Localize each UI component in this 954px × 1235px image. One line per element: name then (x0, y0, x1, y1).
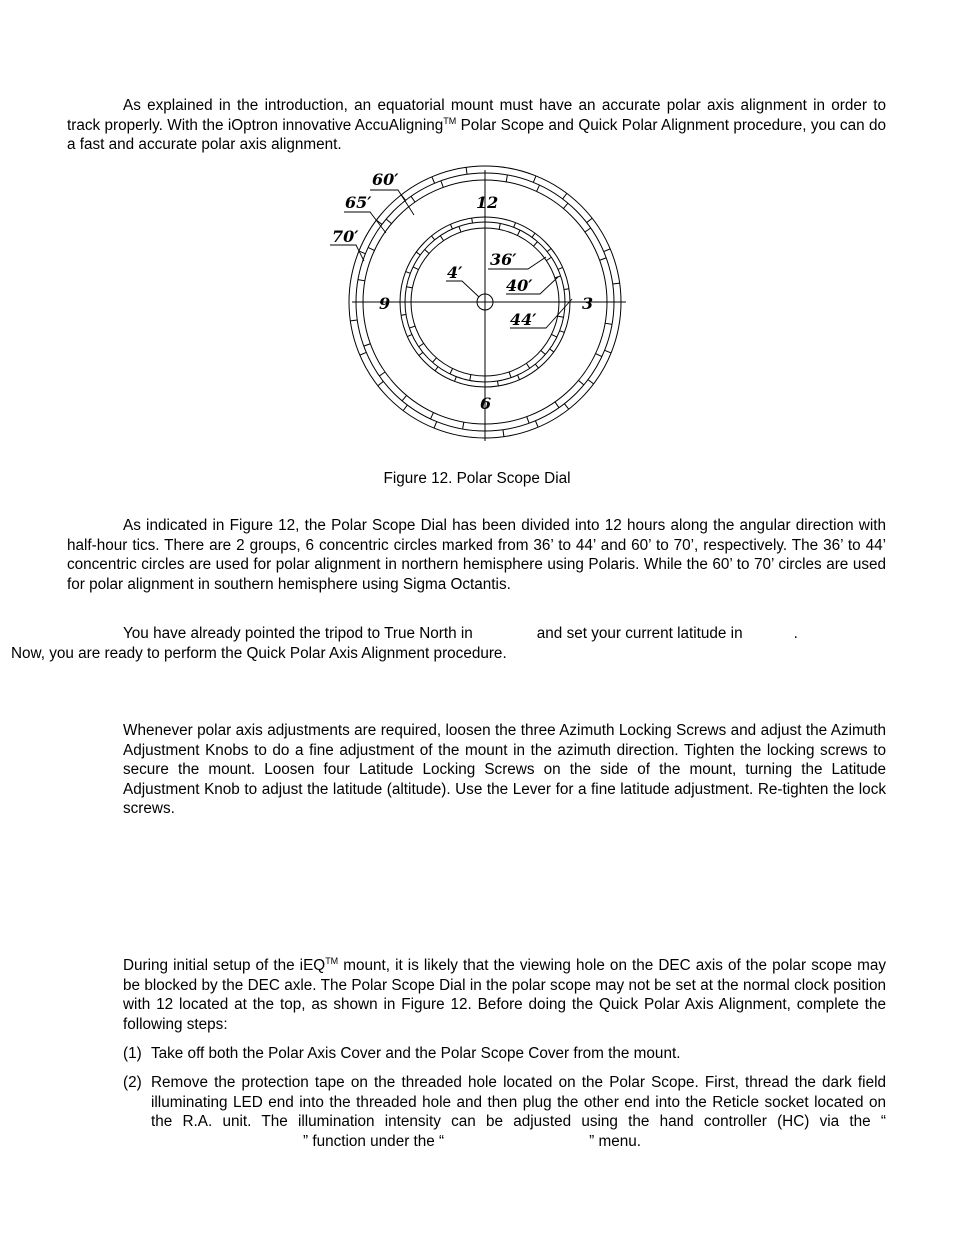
outer-tick (537, 185, 540, 191)
outer-tick (360, 352, 366, 355)
outer-tick (506, 175, 507, 182)
inner-tick (413, 267, 418, 270)
list-item (123, 1044, 886, 1064)
label-65: 65′ (345, 193, 372, 212)
inner-tick (534, 242, 538, 247)
inner-tick (517, 230, 520, 235)
list-number: (2) (123, 1074, 142, 1091)
inner-tick (560, 331, 565, 333)
inner-tick (541, 351, 546, 355)
inner-tick (558, 316, 564, 317)
inner-tick (433, 358, 437, 363)
outer-tick (350, 320, 357, 321)
label-6: 6 (480, 394, 492, 413)
inner-tick (535, 364, 538, 368)
outer-tick (596, 354, 602, 357)
outer-tick (563, 193, 567, 199)
inner-tick (470, 375, 471, 381)
outer-tick (588, 380, 594, 384)
outer-tick (600, 258, 607, 260)
dial-description-paragraph: As indicated in Figure 12, the Polar Scope Dial has been divided into 12 hours along the angular direction with half-hour tics. There are 2 groups, 6 concentric circles marked from 36’ to 44’ and 60’ to 70’, respectively. The 36’ to 44’ concentric circles are used for polar alignment in northern hemisphere using Polaris. While the 60’ to 70’ circles are used for polar alignment in southern hemisphere using Sigma Octantis. (67, 517, 886, 593)
outer-tick (364, 344, 371, 346)
outer-tick (555, 402, 559, 408)
inner-tick (526, 363, 529, 368)
inner-tick (406, 287, 412, 288)
inner-tick (459, 226, 461, 232)
inner-tick (450, 224, 452, 229)
outer-tick (434, 422, 437, 428)
inner-tick (440, 236, 443, 241)
ready-paragraph: You have already pointed the tripod to True North in and set your current latitude in . Now, you are ready to perform the Quick Polar Axis Alignment procedure. (11, 625, 798, 662)
outer-tick (527, 417, 529, 424)
outer-tick (535, 421, 538, 427)
outer-tick (378, 381, 384, 385)
outer-tick (386, 219, 391, 223)
inner-tick (416, 252, 420, 255)
outer-tick (605, 350, 611, 353)
inner-tick (564, 289, 569, 290)
inner-tick (401, 315, 406, 316)
inner-tick (546, 257, 551, 260)
inner-tick (406, 272, 411, 274)
outer-tick (466, 167, 467, 174)
outer-tick (587, 218, 593, 222)
inner-tick (499, 223, 500, 229)
leader-70 (330, 245, 364, 261)
inner-tick (450, 369, 453, 374)
leader-4 (446, 281, 479, 297)
outer-tick (441, 181, 443, 188)
outer-tick (533, 176, 536, 182)
label-36: 36′ (490, 250, 517, 269)
initial-setup-paragraph: During initial setup of the iEQ™ mount, it is likely that the viewing hole on the DEC axis of the polar scope may be blocked by the DEC axle. The Polar Scope Dial in the polar scope may not be set at the normal clock position with 12 located at the top, as shown in Figure 12. Before doing the Quick Polar Axis Alignment, complete the following steps: (123, 956, 886, 1033)
outer-tick (432, 177, 435, 183)
inner-tick (455, 377, 457, 382)
inner-tick (518, 375, 520, 380)
inner-tick (532, 233, 535, 237)
outer-tick (564, 404, 568, 410)
label-9: 9 (379, 294, 391, 313)
outer-tick (403, 405, 407, 411)
label-4: 4′ (447, 263, 463, 282)
intro-paragraph: As explained in the introduction, an equatorial mount must have an accurate polar axis alignment in order to track properly. With the iOptron innovative AccuAligning™ Polar Scope and Quick Polar Alignment procedure, you can do a fast and accurate polar axis alignment. (67, 97, 886, 154)
inner-tick (514, 223, 516, 228)
adjustment-paragraph: Whenever polar axis adjustments are required, loosen the three Azimuth Locking Screws and adjust the Azimuth Adjustment Knobs to do a fine adjustment of the mount in the azimuth direction. Tighten the locking screws to secure the mount. Loosen four Latitude Locking Screws on the side of the mount, turning the Latitude Adjustment Knob to adjust the latitude (altitude). Use the Lever for a fine latitude adjustment. Re-tighten the lock screws. (123, 722, 886, 818)
label-40: 40′ (506, 276, 533, 295)
inner-tick (509, 372, 511, 378)
outer-tick (411, 196, 415, 202)
inner-tick (435, 367, 438, 371)
outer-tick (604, 249, 610, 252)
outer-tick (503, 430, 504, 437)
figure-caption: Figure 12. Polar Scope Dial (383, 470, 571, 487)
outer-tick (463, 422, 464, 429)
outer-tick (585, 228, 591, 232)
inner-tick (419, 343, 424, 346)
outer-tick (358, 280, 365, 281)
inner-tick (419, 352, 423, 355)
list-text: Take off both the Polar Axis Cover and the Polar Scope Cover from the mount. (151, 1045, 681, 1062)
label-12: 12 (476, 193, 499, 212)
inner-tick (472, 218, 473, 223)
outer-tick (613, 283, 620, 284)
inner-tick (552, 334, 557, 337)
inner-tick (432, 236, 435, 240)
outer-tick (563, 203, 567, 208)
outer-tick (379, 372, 385, 376)
inner-tick (425, 250, 430, 254)
outer-tick (430, 413, 433, 419)
list-text: Remove the protection tape on the threaded hole located on the Polar Scope. First, thread the dark field illuminating LED end into the threaded hole and then plug the other end into the Reticle socket located on the R.A. unit. The illumination intensity can be adjusted using the hand controller (HC) via the “” function under the “ ” menu. (151, 1074, 886, 1150)
list-item (123, 1073, 886, 1151)
label-44: 44′ (510, 310, 537, 329)
outer-tick (368, 247, 374, 250)
inner-tick (409, 326, 415, 328)
inner-tick (498, 381, 499, 386)
inner-tick (547, 249, 551, 252)
inner-tick (550, 349, 554, 352)
polar-scope-dial-figure (322, 157, 634, 447)
outer-tick (605, 323, 612, 324)
inner-tick (558, 267, 563, 269)
outer-tick (402, 395, 406, 400)
inner-tick (407, 335, 412, 337)
outer-tick (578, 380, 583, 384)
label-70: 70′ (332, 227, 359, 246)
label-3: 3 (582, 294, 594, 313)
label-60: 60′ (372, 170, 399, 189)
list-number: (1) (123, 1045, 142, 1062)
